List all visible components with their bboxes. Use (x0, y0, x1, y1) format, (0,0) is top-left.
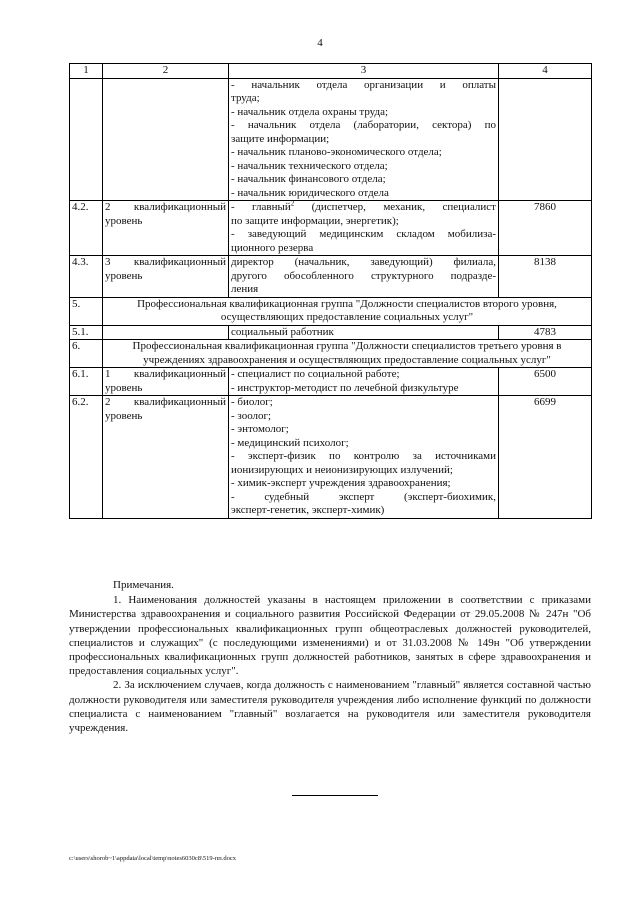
file-path: c:\users\shorob~1\appdata\local\temp\notes6030c8\519-пп.docx (69, 855, 236, 862)
position-line: - энтомолог; (231, 423, 289, 435)
position-line: - начальник юридического отдела (231, 186, 389, 199)
salary-value (499, 325, 592, 340)
table-row-6 (70, 340, 592, 368)
position-line: эксперт-генетик, эксперт-химик) (231, 504, 385, 516)
position-line: - начальник отдела организации и оплаты (231, 78, 496, 91)
salary-table (69, 63, 592, 519)
position-line: - химик-эксперт учреждения здравоохранения; (231, 477, 451, 489)
level-line: уровень (105, 214, 143, 227)
salary-value (499, 256, 592, 298)
position-line: - начальник технического отдела; (231, 159, 388, 172)
qualification-level (103, 396, 229, 519)
position-list (229, 201, 499, 256)
position-line: - медицинский психолог; (231, 436, 349, 449)
page-number: 4 (317, 37, 323, 49)
position-line: - инструктор-методист по лечебной физкультуре (231, 381, 459, 394)
row-number: 4.2. (70, 201, 103, 256)
position-line: ионизирующих и неионизирующих излучений; (231, 463, 453, 476)
position-list (229, 396, 499, 519)
table-row-continuation (70, 78, 592, 201)
salary-amount: 4783 (534, 325, 556, 338)
salary-value (499, 201, 592, 256)
salary-value (499, 368, 592, 396)
position-line: - специалист по социальной работе; (231, 368, 400, 380)
table-row-6-1 (70, 368, 592, 396)
header-col-4: 4 (499, 64, 592, 79)
table-row-5 (70, 297, 592, 325)
position-line: - зоолог; (231, 409, 272, 422)
position-line: - начальник отдела охраны труда; (231, 105, 389, 118)
position-line (231, 201, 496, 215)
level-line: уровень (105, 269, 143, 282)
position-line: защите информации; (231, 132, 330, 145)
row-number: 6.1. (70, 368, 103, 396)
position-text: - главный (231, 201, 291, 213)
table-header-row (70, 64, 592, 79)
qualification-level (103, 256, 229, 298)
table-row-5-1 (70, 325, 592, 340)
row-number (70, 78, 103, 201)
position-list (229, 368, 499, 396)
position-list (229, 78, 499, 201)
salary-value (499, 396, 592, 519)
row-number: 6. (70, 340, 103, 368)
row-number: 6.2. (70, 396, 103, 519)
note-1: 1. Наименования должностей указаны в настоящем приложении в соответствии с приказами Министерства здравоохранения и социального развития Российской Федерации от 29.05.2008 № 247н "Об утверждении профессиональных квалификационных групп общеотраслевых должностей руководителей, специалистов и служащих" (с последующими изменениями) и от 31.03.2008 № 149н "Об утверждении профессиональных квалификационных групп должностей работников, занятых в сфере здравоохранения и предоставления социальных услуг". (69, 594, 591, 678)
salary-amount: 8138 (534, 256, 556, 268)
position-line: другого обособленного структурного подразде- (231, 269, 496, 282)
position-line: директор (начальник, заведующий) филиала, (231, 256, 496, 268)
note-2: 2. За исключением случаев, когда должность с наименованием "главный" является составной частью должности руководителя или заместителя руководителя учреждения либо исполнение функций по должности специалиста с наименованием "главный" возлагается на руководителя или заместителя руководителя учреждения. (69, 679, 591, 735)
level-line: 3 квалификационный (105, 256, 226, 268)
position-line: - начальник отдела (лаборатории, сектора) по (231, 119, 496, 131)
position-line: - заведующий медицинским складом мобилиза- (231, 228, 496, 240)
level-line: 1 квалификационный (105, 368, 226, 380)
qualification-level (103, 201, 229, 256)
row-number: 4.3. (70, 256, 103, 298)
salary-amount: 7860 (534, 201, 556, 213)
row-number: 5. (70, 297, 103, 325)
footnote-mark: 2 (290, 199, 295, 208)
position-line: - судебный эксперт (эксперт-биохимик, (231, 490, 496, 503)
position-line: - начальник финансового отдела; (231, 173, 386, 185)
position-line: ления (231, 283, 259, 295)
position-line: труда; (231, 92, 260, 104)
level-line: уровень (105, 409, 143, 422)
header-col-1: 1 (70, 64, 103, 79)
position-line: - эксперт-физик по контролю за источниками (231, 450, 496, 462)
level-line: 2 квалификационный (105, 201, 226, 213)
position-list: социальный работник (229, 325, 499, 340)
qualification-level (103, 368, 229, 396)
salary-amount: 6500 (534, 368, 556, 380)
position-line: по защите информации, энергетик); (231, 214, 399, 227)
table-row-4-3 (70, 256, 592, 298)
group-title: Профессиональная квалификационная группа "Должности специалистов второго уровня, осуществляющих предоставление социальных услуг" (103, 297, 592, 325)
position-line: - биолог; (231, 396, 273, 408)
qualification-level (103, 78, 229, 201)
salary-amount: 6699 (534, 396, 556, 408)
position-list (229, 256, 499, 298)
salary-value (499, 78, 592, 201)
group-title: Профессиональная квалификационная группа "Должности специалистов третьего уровня в учреждениях здравоохранения и осуществляющих предоставление социальных услуг" (103, 340, 592, 368)
row-number: 5.1. (70, 325, 103, 340)
level-line: 2 квалификационный (105, 396, 226, 408)
qualification-level (103, 325, 229, 340)
position-line: ционного резерва (231, 241, 314, 254)
position-text: (диспетчер, механик, специалист (294, 201, 496, 213)
header-col-2: 2 (103, 64, 229, 79)
notes-section (69, 578, 591, 735)
separator-line (292, 795, 378, 796)
table-row-4-2 (70, 201, 592, 256)
header-col-3: 3 (229, 64, 499, 79)
notes-title: Примечания. (113, 579, 174, 591)
position-line: - начальник планово-экономического отдела; (231, 146, 442, 158)
table-row-6-2 (70, 396, 592, 519)
level-line: уровень (105, 381, 143, 394)
